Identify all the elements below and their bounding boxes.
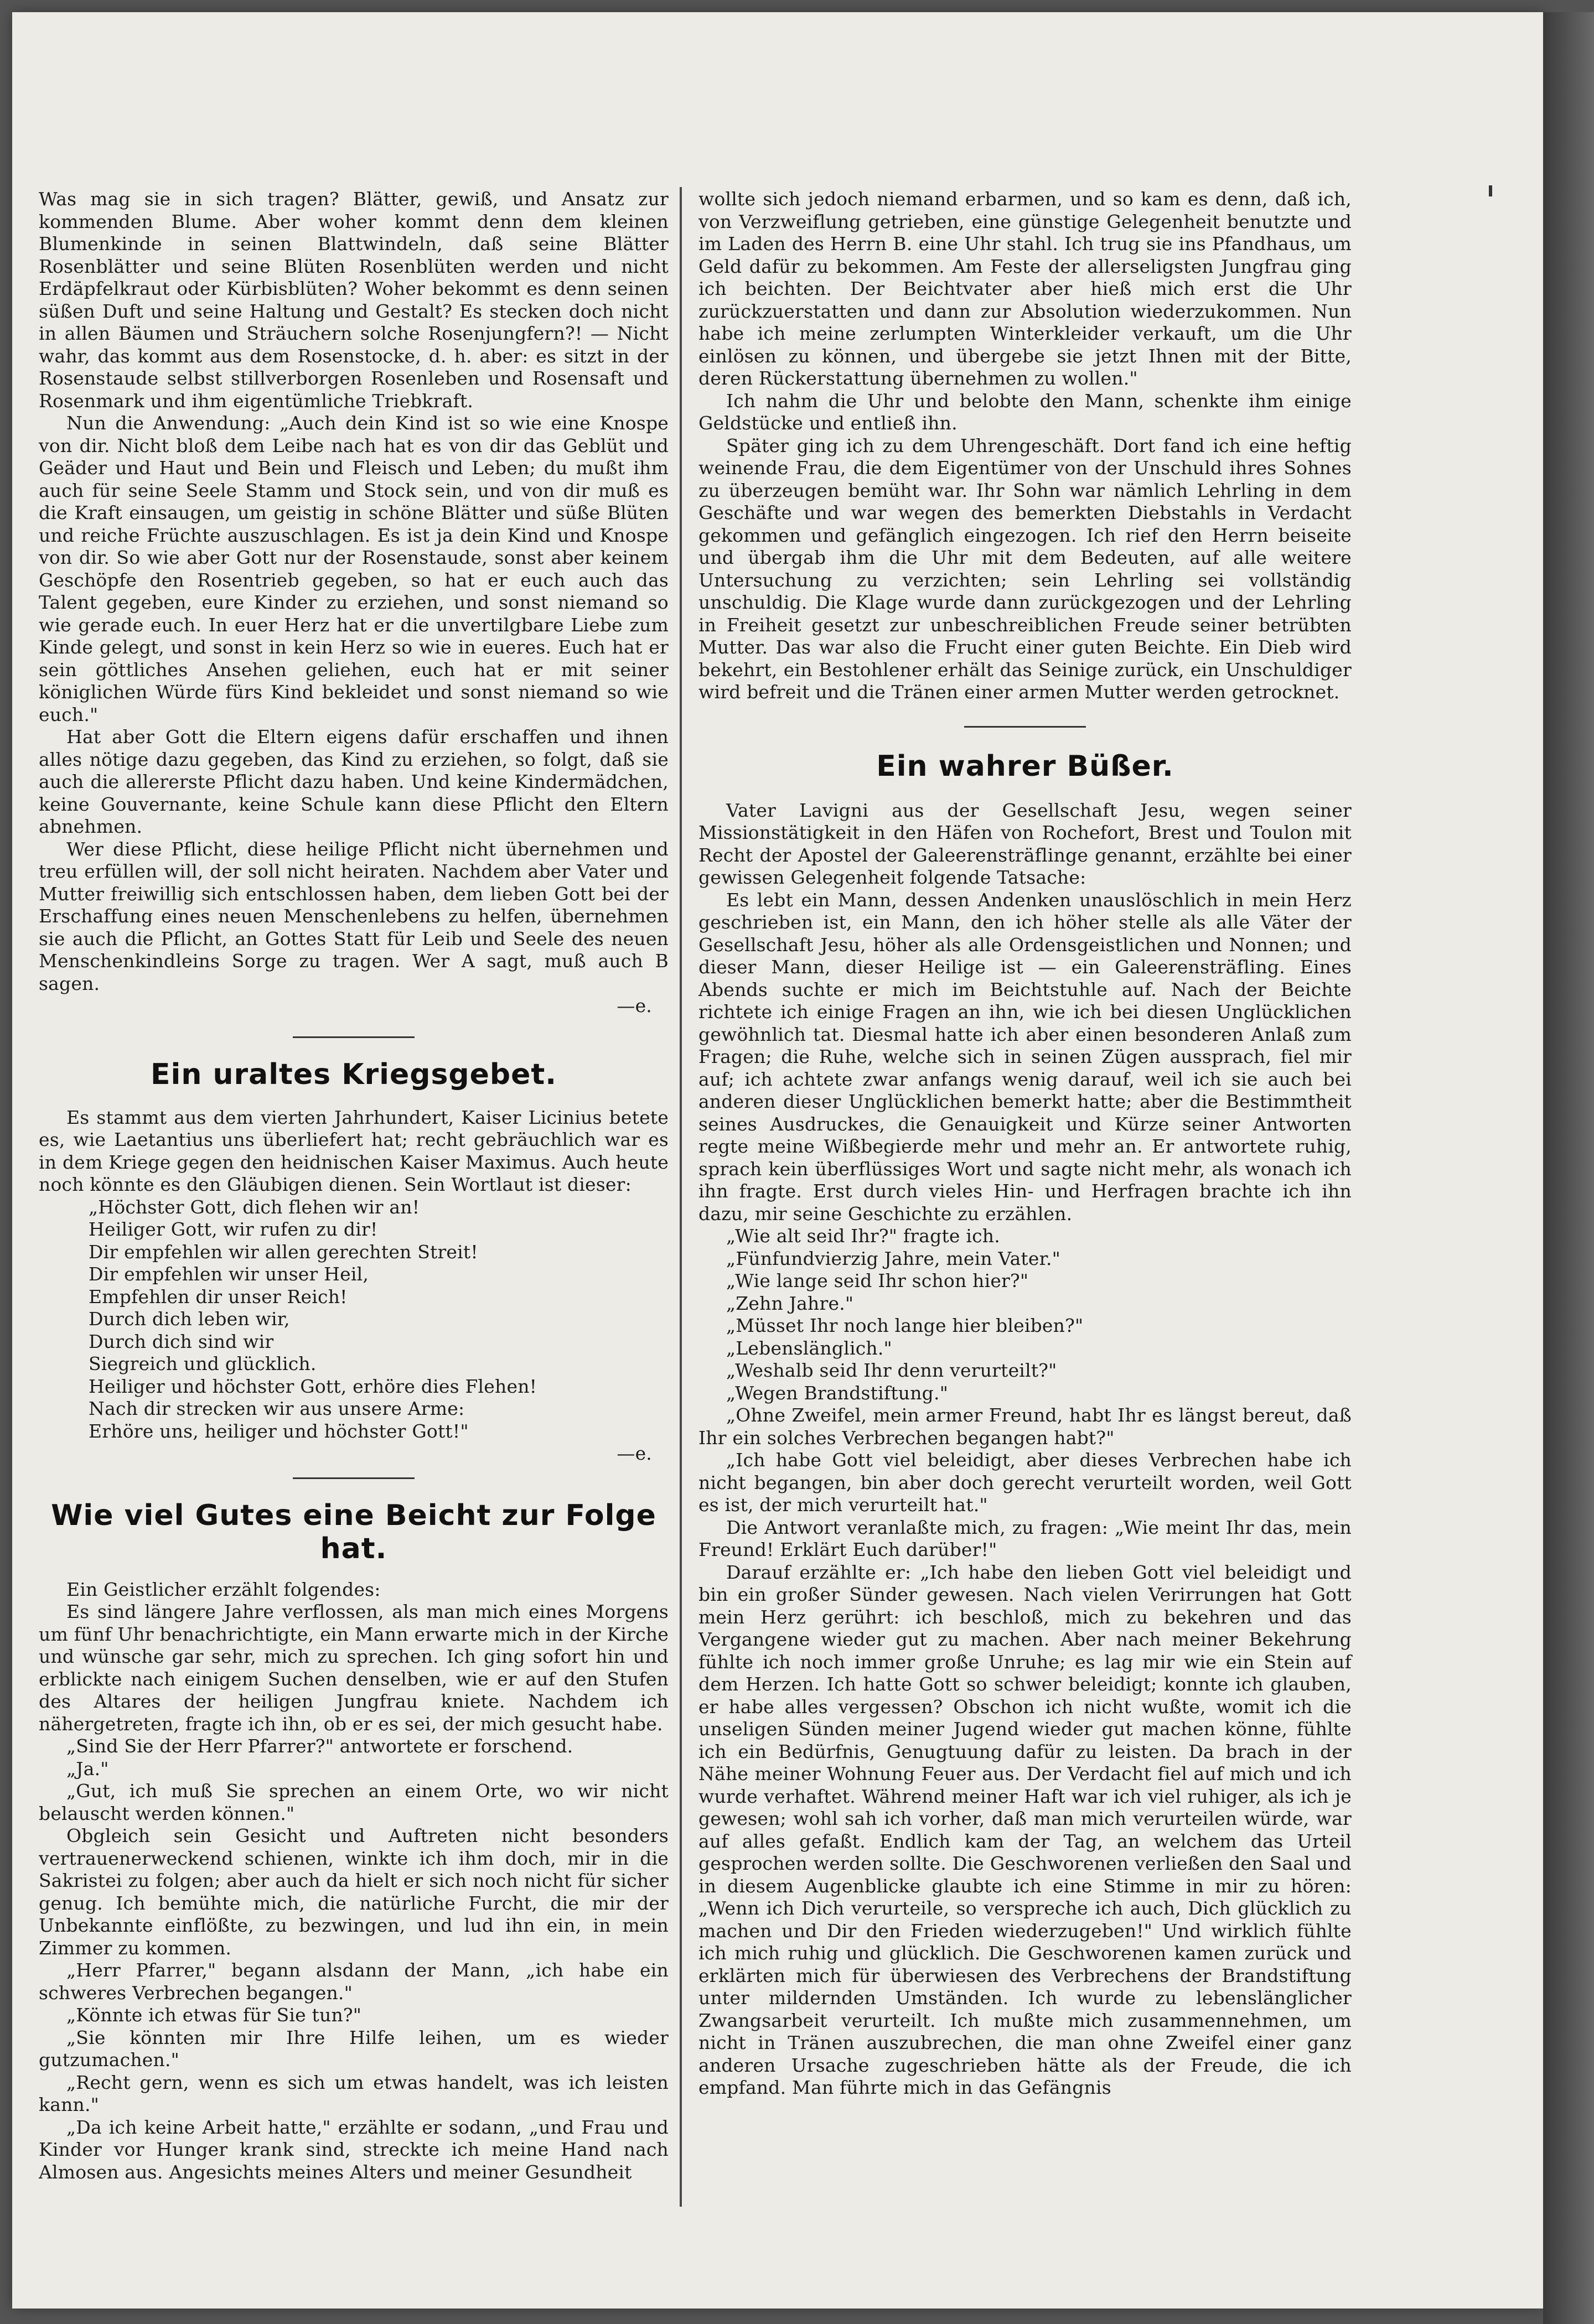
paragraph: „Gut, ich muß Sie sprechen an einem Orte, wo wir nicht belauscht werden können." [39, 1780, 669, 1824]
paragraph: Die Antwort veranlaßte mich, zu fragen: „Wie meint Ihr das, mein Freund! Erklärt Euch darüber!" [698, 1516, 1352, 1560]
article-heading-kriegsgebet: Ein uraltes Kriegsgebet. [150, 1057, 557, 1091]
poem-line: Erhöre uns, heiliger und höchster Gott!" [89, 1420, 469, 1442]
paragraph: „Sie könnten mir Ihre Hilfe leihen, um es wieder gutzumachen." [39, 2026, 669, 2071]
paragraph: Vater Lavigni aus der Gesellschaft Jesu, wegen seiner Missionstätigkeit in den Häfen von Rochefort, Brest und Toulon mit Recht der Apostel der Galeerensträflinge genannt, erzählte bei einer gewissen Gelegenheit folgende Tatsache: [698, 799, 1352, 888]
poem-line: Dir empfehlen wir unser Heil, [89, 1263, 369, 1285]
poem-line: Empfehlen dir unser Reich! [89, 1285, 348, 1308]
signature: —e. [617, 1443, 652, 1464]
poem-line: Heiliger Gott, wir rufen zu dir! [89, 1218, 378, 1240]
paragraph: „Sind Sie der Herr Pfarrer?" antwortete er forschend. [66, 1735, 573, 1757]
paragraph: „Ohne Zweifel, mein armer Freund, habt Ihr es längst bereut, daß Ihr ein solches Verbrechen begangen habt?" [698, 1404, 1352, 1449]
signature: —e. [617, 995, 652, 1016]
paragraph: „Ja." [66, 1757, 109, 1780]
paragraph: wollte sich jedoch niemand erbarmen, und so kam es denn, daß ich, von Verzweiflung getrieben, eine günstige Gelegenheit benutzte und im Laden des Herrn B. eine Uhr stahl. Ich trug sie ins Pfandhaus, um Geld dafür zu bekommen. Am Feste der allerseligsten Jungfrau ging ich beichten. Der Beichtvater aber hieß mich erst die Uhr zurückzuerstatten und dann zur Absolution wiederzukommen. Nun habe ich meine zerlumpten Winterkleider verkauft, um die Uhr einlösen zu können, und übergebe sie jetzt Ihnen mit der Bitte, deren Rückerstattung übernehmen zu wollen." [698, 188, 1352, 389]
paragraph: „Zehn Jahre." [726, 1292, 854, 1314]
paragraph: „Wegen Brandstiftung." [726, 1382, 949, 1404]
paragraph: Obgleich sein Gesicht und Auftreten nicht besonders vertrauenerweckend schienen, winkte ich ihm doch, mir in die Sakristei zu folgen; aber auch da hielt er sich noch nicht für sicher genug. Ich bemühte mich, die natürliche Furcht, die mir der Unbekannte einflößte, zu bezwingen, und lud ihn ein, in mein Zimmer zu kommen. [39, 1825, 669, 1959]
paragraph: „Recht gern, wenn es sich um etwas handelt, was ich leisten kann." [39, 2071, 669, 2115]
page-edge-shadow [1543, 12, 1594, 2324]
poem-line: Nach dir strecken wir aus unsere Arme: [89, 1398, 465, 1419]
paragraph: „Lebenslänglich." [726, 1337, 892, 1359]
poem-line: Durch dich leben wir, [89, 1308, 290, 1330]
poem-line: „Höchster Gott, dich flehen wir an! [89, 1196, 420, 1218]
paragraph: „Weshalb seid Ihr denn verurteilt?" [726, 1360, 1057, 1381]
margin-mark [1489, 185, 1492, 196]
paragraph: Nun die Anwendung: „Auch dein Kind ist so wie eine Knospe von dir. Nicht bloß dem Leibe nach hat es von dir das Geblüt und Geäder und Haut und Bein und Fleisch und Leben; du mußt ihm auch für seine Seele Stamm und Stock sein, und von dir muß es die Kraft einsaugen, um geistig in schöne Blätter und süße Blüten und reiche Früchte auszuschlagen. Es ist ja dein Kind und Knospe von dir. So wie aber Gott nur der Rosenstaude, sonst aber keinem Geschöpfe den Rosentrieb gegeben, so hat er euch auch das Talent gegeben, eure Kinder zu erziehen, und sonst niemand so wie gerade euch. In euer Herz hat er die unvertilgbare Liebe zum Kinde gelegt, und sonst in kein Herz so wie in eueres. Euch hat er sein göttliches Ansehen geliehen, euch hat er mit seiner königlichen Würde fürs Kind bekleidet und sonst niemand so wie euch." [39, 412, 669, 725]
paragraph: Ein Geistlicher erzählt folgendes: [66, 1578, 381, 1600]
right-column [698, 188, 1352, 2099]
paragraph: „Da ich keine Arbeit hatte," erzählte er sodann, „und Frau und Kinder vor Hunger krank sind, streckte ich meine Hand nach Almosen aus. Angesichts meines Alters und meiner Gesundheit [39, 2116, 669, 2183]
paragraph: „Könnte ich etwas für Sie tun?" [66, 2004, 362, 2026]
paragraph: Was mag sie in sich tragen? Blätter, gewiß, und Ansatz zur kommenden Blume. Aber woher kommt denn dem kleinen Blumenkinde in seinen Blattwindeln, daß seine Blätter Rosenblätter und seine Blüten Rosenblüten werden und nicht Erdäpfelkraut oder Kürbisblüten? Woher bekommt es denn seinen süßen Duft und seine Haltung und Gestalt? Es stecken doch nicht in allen Bäumen und Sträuchern solche Rosenjungfern?! — Nicht wahr, das kommt aus dem Rosenstocke, d. h. aber: es sitzt in der Rosenstaude selbst stillverborgen Rosenleben und Rosensaft und Rosenmark und ihm eigentümliche Triebkraft. [39, 188, 669, 412]
poem-line: Durch dich sind wir [89, 1330, 274, 1352]
paragraph: Später ging ich zu dem Uhrengeschäft. Dort fand ich eine heftig weinende Frau, die dem Eigentümer von der Unschuld ihres Sohnes zu überzeugen bemüht war. Ihr Sohn war nämlich Lehrling in dem Geschäfte und war wegen des bemerkten Diebstahls in Verdacht gekommen und gefänglich eingezogen. Ich rief den Herrn beiseite und übergab ihm die Uhr mit dem Bedeuten, auf alle weitere Untersuchung zu verzichten; sein Lehrling sei vollständig unschuldig. Die Klage wurde dann zurückgezogen und der Lehrling in Freiheit gesetzt zur unbeschreiblichen Freude seiner betrübten Mutter. Das war also die Frucht einer guten Beichte. Ein Dieb wird bekehrt, ein Bestohlener erhält das Seinige zurück, ein Unschuldiger wird befreit und die Tränen einer armen Mutter werden getrocknet. [698, 434, 1352, 703]
poem-line: Siegreich und glücklich. [89, 1353, 317, 1374]
paragraph: Hat aber Gott die Eltern eigens dafür erschaffen und ihnen alles nötige dazu gegeben, das Kind zu erziehen, so folgt, daß sie auch die allererste Pflicht dazu haben. Und keine Kindermädchen, keine Gouvernante, keine Schule kann diese Pflicht den Eltern abnehmen. [39, 726, 669, 837]
paragraph: „Fünfundvierzig Jahre, mein Vater." [726, 1247, 1061, 1269]
left-column [39, 188, 669, 2183]
paragraph: „Müsset Ihr noch lange hier bleiben?" [726, 1315, 1084, 1336]
paragraph: „Wie alt seid Ihr?" fragte ich. [726, 1225, 1000, 1247]
paragraph: „Ich habe Gott viel beleidigt, aber dieses Verbrechen habe ich nicht begangen, bin aber doch gerecht verurteilt worden, weil Gott es ist, der mich verurteilt hat." [698, 1449, 1352, 1516]
paragraph: Darauf erzählte er: „Ich habe den lieben Gott viel beleidigt und bin ein großer Sünder gewesen. Nach vielen Verirrungen hat Gott mein Herz gerührt: ich beschloß, mich zu bekehren und das Vergangene wieder gut zu machen. Aber nach meiner Bekehrung fühlte ich noch immer große Unruhe; es lag mir wie ein Stein auf dem Herzen. Ich hatte Gott so schwer beleidigt; konnte ich glauben, er habe alles vergessen? Obschon ich nicht wußte, womit ich die unseligen Sünden meiner Jugend wieder gut machen könne, fühlte ich ein Bedürfnis, Genugtuung dafür zu leisten. Da brach in der Nähe meiner Wohnung Feuer aus. Der Verdacht fiel auf mich und ich wurde verhaftet. Während meiner Haft war ich viel ruhiger, als ich je gewesen; wohl sah ich vorher, daß man mich verurteilen würde, war auf alles gefaßt. Endlich kam der Tag, an welchem das Urteil gesprochen werden sollte. Die Geschworenen verließen den Saal und in diesem Augenblicke glaubte ich eine Stimme in mir zu hören: „Wenn ich Dich verurteile, so verspreche ich auch, Dich glücklich zu machen und Dir den Frieden wiederzugeben!" Und wirklich fühlte ich mich ruhig und glücklich. Die Geschworenen kamen zurück und erklärten mich für überwiesen des Verbrechens der Brandstiftung unter mildernden Umständen. Ich wurde zu lebenslänglicher Zwangsarbeit verurteilt. Ich mußte mich zusammennehmen, um nicht in Tränen auszubrechen, die man ohne Zweifel einer ganz anderen Ursache zugeschrieben hätte als der Freude, die ich empfand. Man führte mich in das Gefängnis [698, 1561, 1352, 2098]
prayer-poem [39, 1196, 669, 1443]
article-heading-buesser: Ein wahrer Büßer. [876, 749, 1174, 783]
paragraph: Es stammt aus dem vierten Jahrhundert, Kaiser Licinius betete es, wie Laetantius uns überliefert hat; recht gebräuchlich war es in dem Kriege gegen den heidnischen Kaiser Maximus. Auch heute noch könnte es den Gläubigen dienen. Sein Wortlaut ist dieser: [39, 1106, 669, 1195]
poem-line: Heiliger und höchster Gott, erhöre dies Flehen! [89, 1375, 537, 1397]
poem-line: Dir empfehlen wir allen gerechten Streit! [89, 1241, 478, 1263]
paragraph: Es lebt ein Mann, dessen Andenken unauslöschlich in mein Herz geschrieben ist, ein Mann, den ich höher stelle als alle Väter der Gesellschaft Jesu, höher als alle Ordensgeistlichen und Nonnen; und dieser Mann, dieser Heilige ist — ein Galeerensträfling. Eines Abends suchte er mich im Beichtstuhle auf. Nach der Beichte richtete ich einige Fragen an ihn, wie ich bei diesen Unglücklichen gewöhnlich tat. Diesmal hatte ich aber einen besonderen Anlaß zum Fragen; die Ruhe, welche sich in seinen Zügen aussprach, fiel mir auf; ich achtete zwar anfangs wenig darauf, weil ich sie auch bei anderen dieser Unglücklichen bemerkt hatte; aber die Bestimmtheit seines Ausdruckes, die Genauigkeit und Kürze seiner Antworten regte meine Wißbegierde mehr und mehr an. Er antwortete ruhig, sprach kein überflüssiges Wort und sagte nicht mehr, als wonach ich ihn fragte. Erst durch vieles Hin- und Herfragen brachte ich ihn dazu, mir seine Geschichte zu erzählen. [698, 889, 1352, 1225]
paragraph: „Herr Pfarrer," begann alsdann der Mann, „ich habe ein schweres Verbrechen begangen." [39, 1959, 669, 2004]
article-heading-beicht: Wie viel Gutes eine Beicht zur Folge hat. [51, 1498, 656, 1565]
column-divider [680, 187, 682, 2207]
paragraph: Wer diese Pflicht, diese heilige Pflicht nicht übernehmen und treu erfüllen will, der soll nicht heiraten. Nachdem aber Vater und Mutter freiwillig sich entschlossen haben, dem lieben Gott bei der Erschaffung eines neuen Menschenlebens zu helfen, übernehmen sie auch die Pflicht, an Gottes Statt für Leib und Seele des neuen Menschenkindleins Sorge zu tragen. Wer A sagt, muß auch B sagen. [39, 838, 669, 994]
paragraph: Es sind längere Jahre verflossen, als man mich eines Morgens um fünf Uhr benachrichtigte, ein Mann erwarte mich in der Kirche und wünsche gar sehr, mich zu sprechen. Ich ging sofort hin und erblickte nach einigem Suchen denselben, wie er auf den Stufen des Altares der heiligen Jungfrau kniete. Nachdem ich nähergetreten, fragte ich ihn, ob er es sei, der mich gesucht habe. [39, 1601, 669, 1735]
paragraph: „Wie lange seid Ihr schon hier?" [726, 1270, 1029, 1291]
paragraph: Ich nahm die Uhr und belobte den Mann, schenkte ihm einige Geldstücke und entließ ihn. [698, 390, 1352, 434]
